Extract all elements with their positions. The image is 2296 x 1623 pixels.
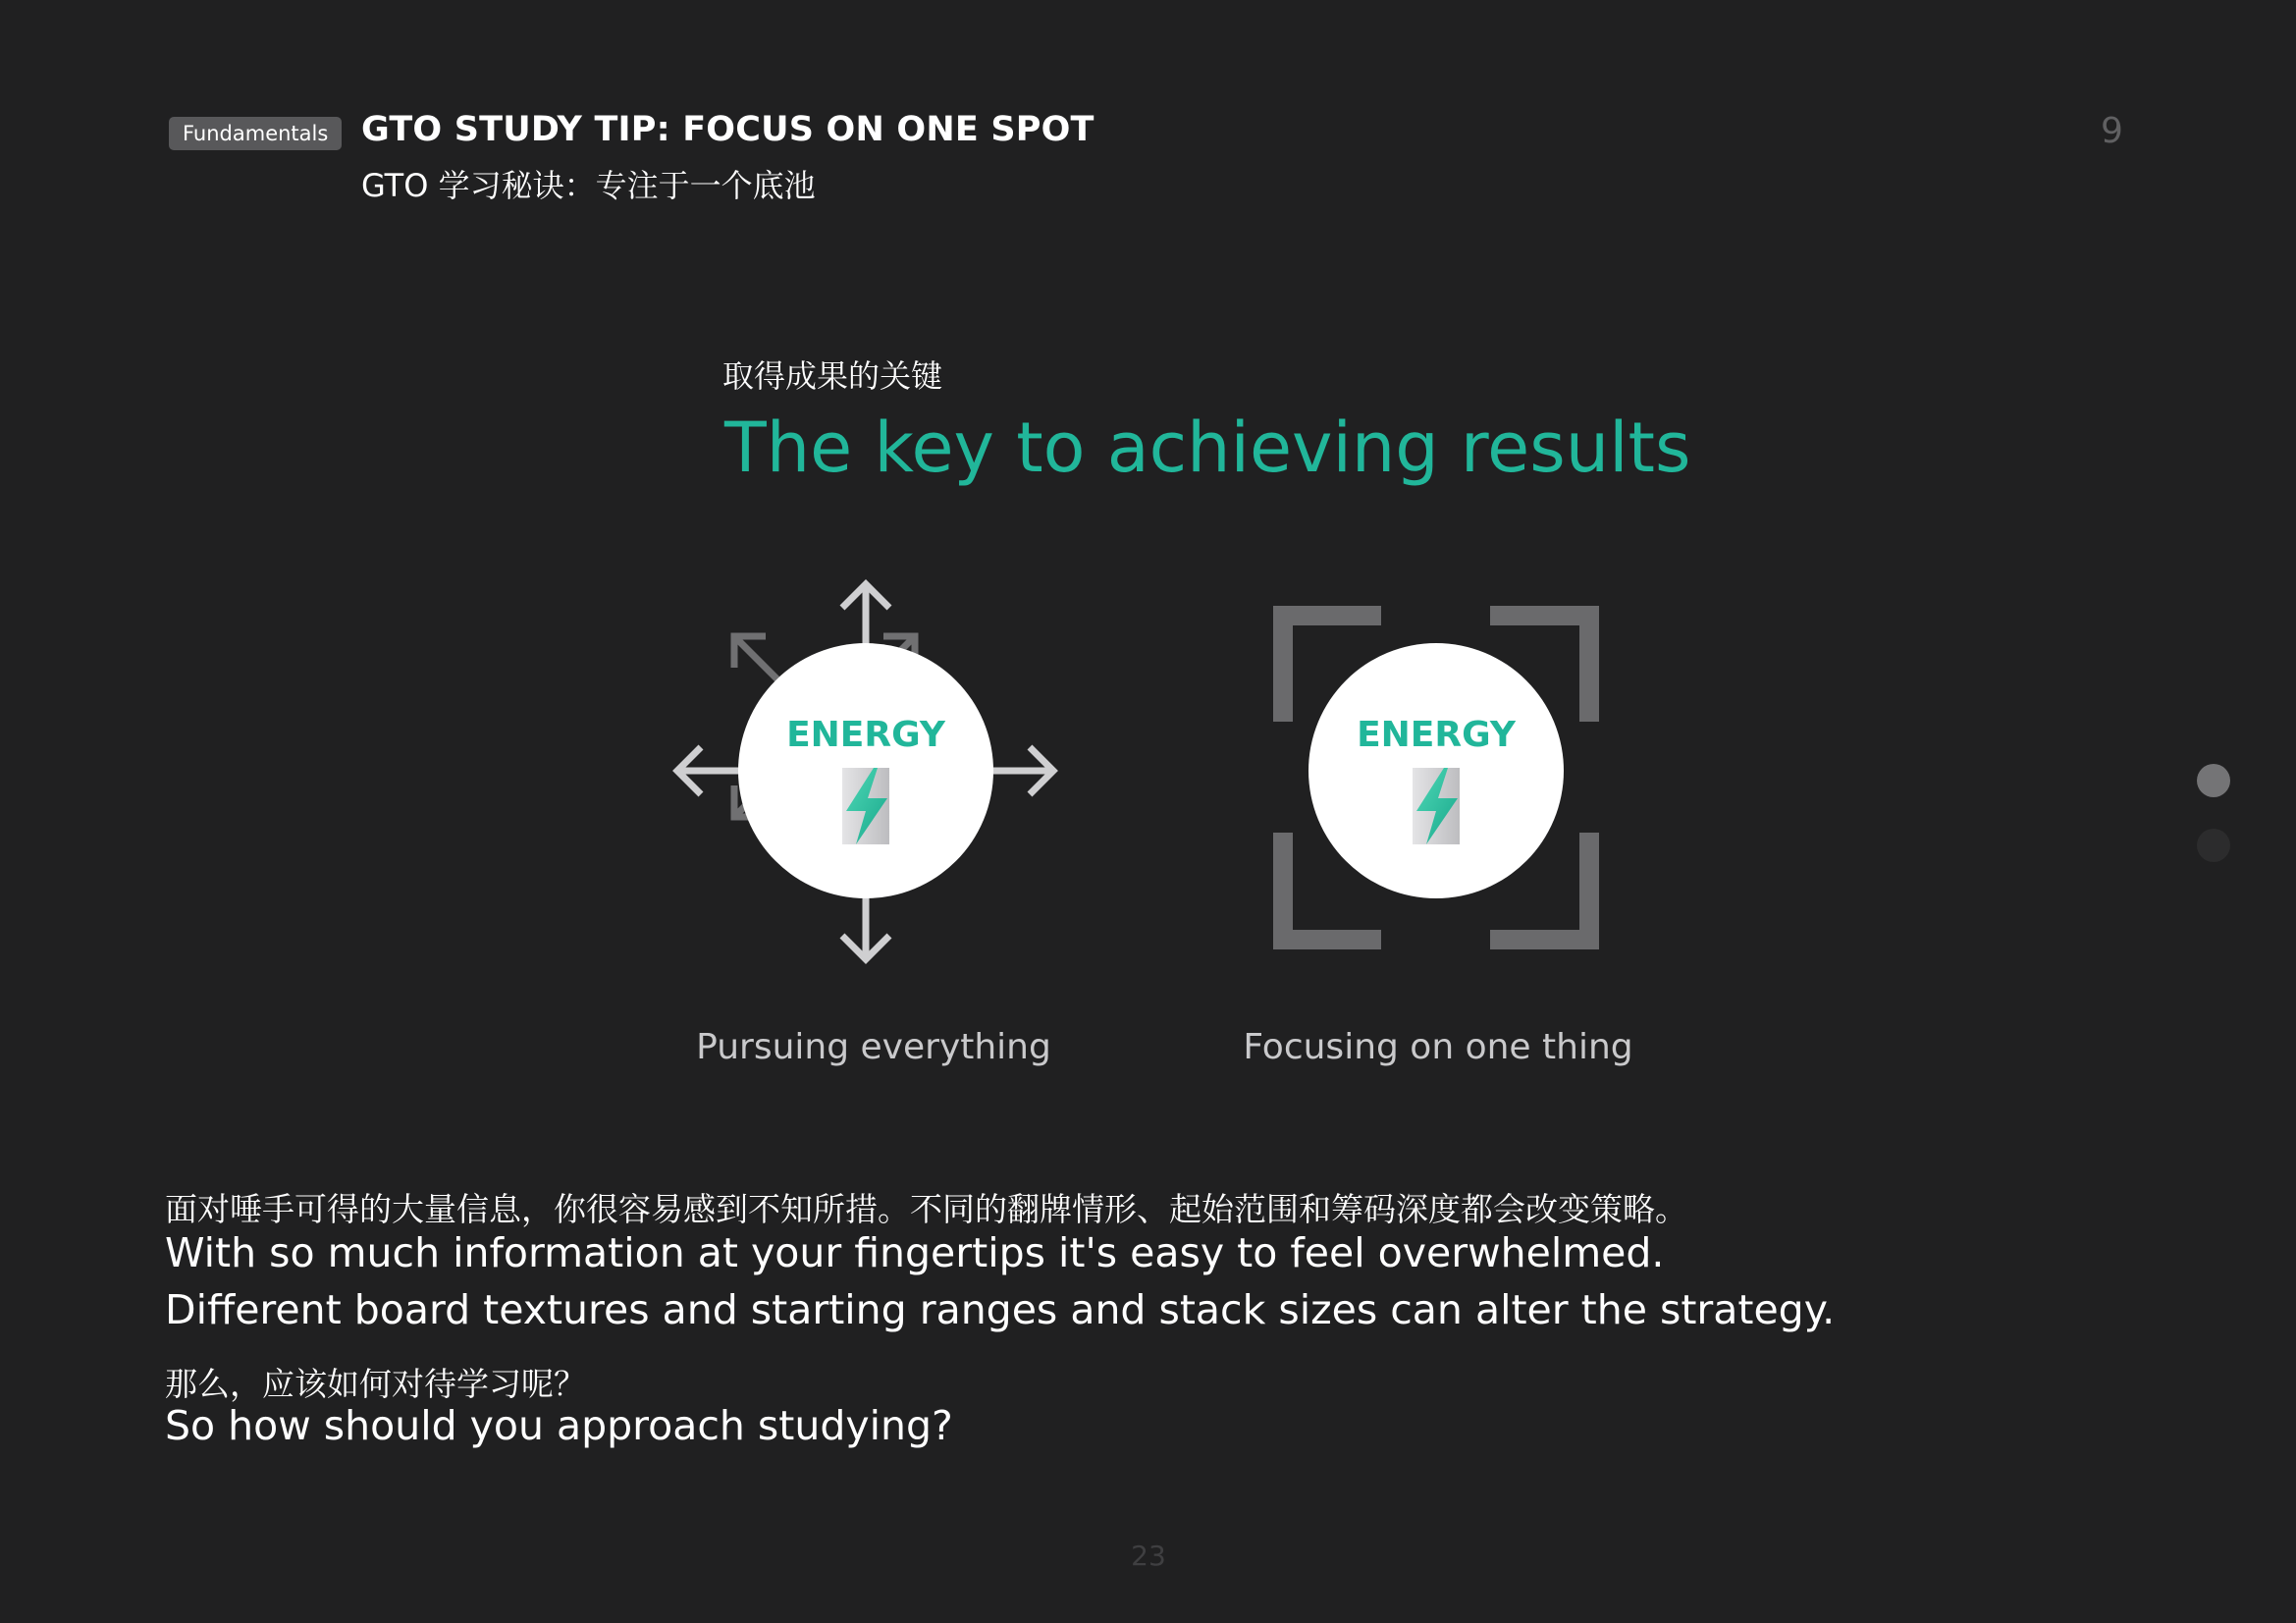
energy-diagram: [648, 560, 1669, 1011]
caption-focusing-one-thing: Focusing on one thing: [1243, 1027, 1633, 1067]
pagination-dot[interactable]: [2197, 829, 2230, 862]
pagination-dot-active[interactable]: [2197, 764, 2230, 797]
paragraph-chinese: 面对唾手可得的大量信息，你很容易感到不知所措。不同的翻牌情形、起始范围和筹码深度都会改变策略。: [165, 1190, 1687, 1228]
paragraph-line: Different board textures and starting ranges and stack sizes can alter the strategy.: [165, 1286, 1836, 1333]
paragraph-line: With so much information at your fingertips it's easy to feel overwhelmed.: [165, 1229, 1665, 1276]
section-page-number: 9: [2101, 111, 2123, 151]
arrow-up-left-icon: [734, 636, 780, 682]
footer-page-number: 23: [1131, 1540, 1166, 1572]
arrow-down-icon: [842, 889, 889, 959]
focused-energy-group: [1283, 616, 1589, 940]
lightning-bolt-icon: [842, 768, 889, 844]
energy-label: ENERGY: [786, 715, 945, 755]
scattered-energy-group: [677, 584, 1053, 959]
question-text: So how should you approach studying?: [165, 1402, 953, 1449]
lightning-bolt-icon: [1413, 768, 1460, 844]
section-subtitle-chinese: 取得成果的关键: [722, 357, 943, 395]
question-chinese: 那么，应该如何对待学习呢？: [165, 1365, 586, 1403]
page-title: GTO STUDY TIP: FOCUS ON ONE SPOT: [361, 110, 1095, 149]
energy-label: ENERGY: [1357, 715, 1516, 755]
page-title-chinese: GTO 学习秘诀：专注于一个底池: [361, 167, 816, 204]
caption-pursuing-everything: Pursuing everything: [696, 1027, 1051, 1067]
section-heading: The key to achieving results: [724, 407, 1691, 488]
category-badge: Fundamentals: [169, 117, 342, 150]
